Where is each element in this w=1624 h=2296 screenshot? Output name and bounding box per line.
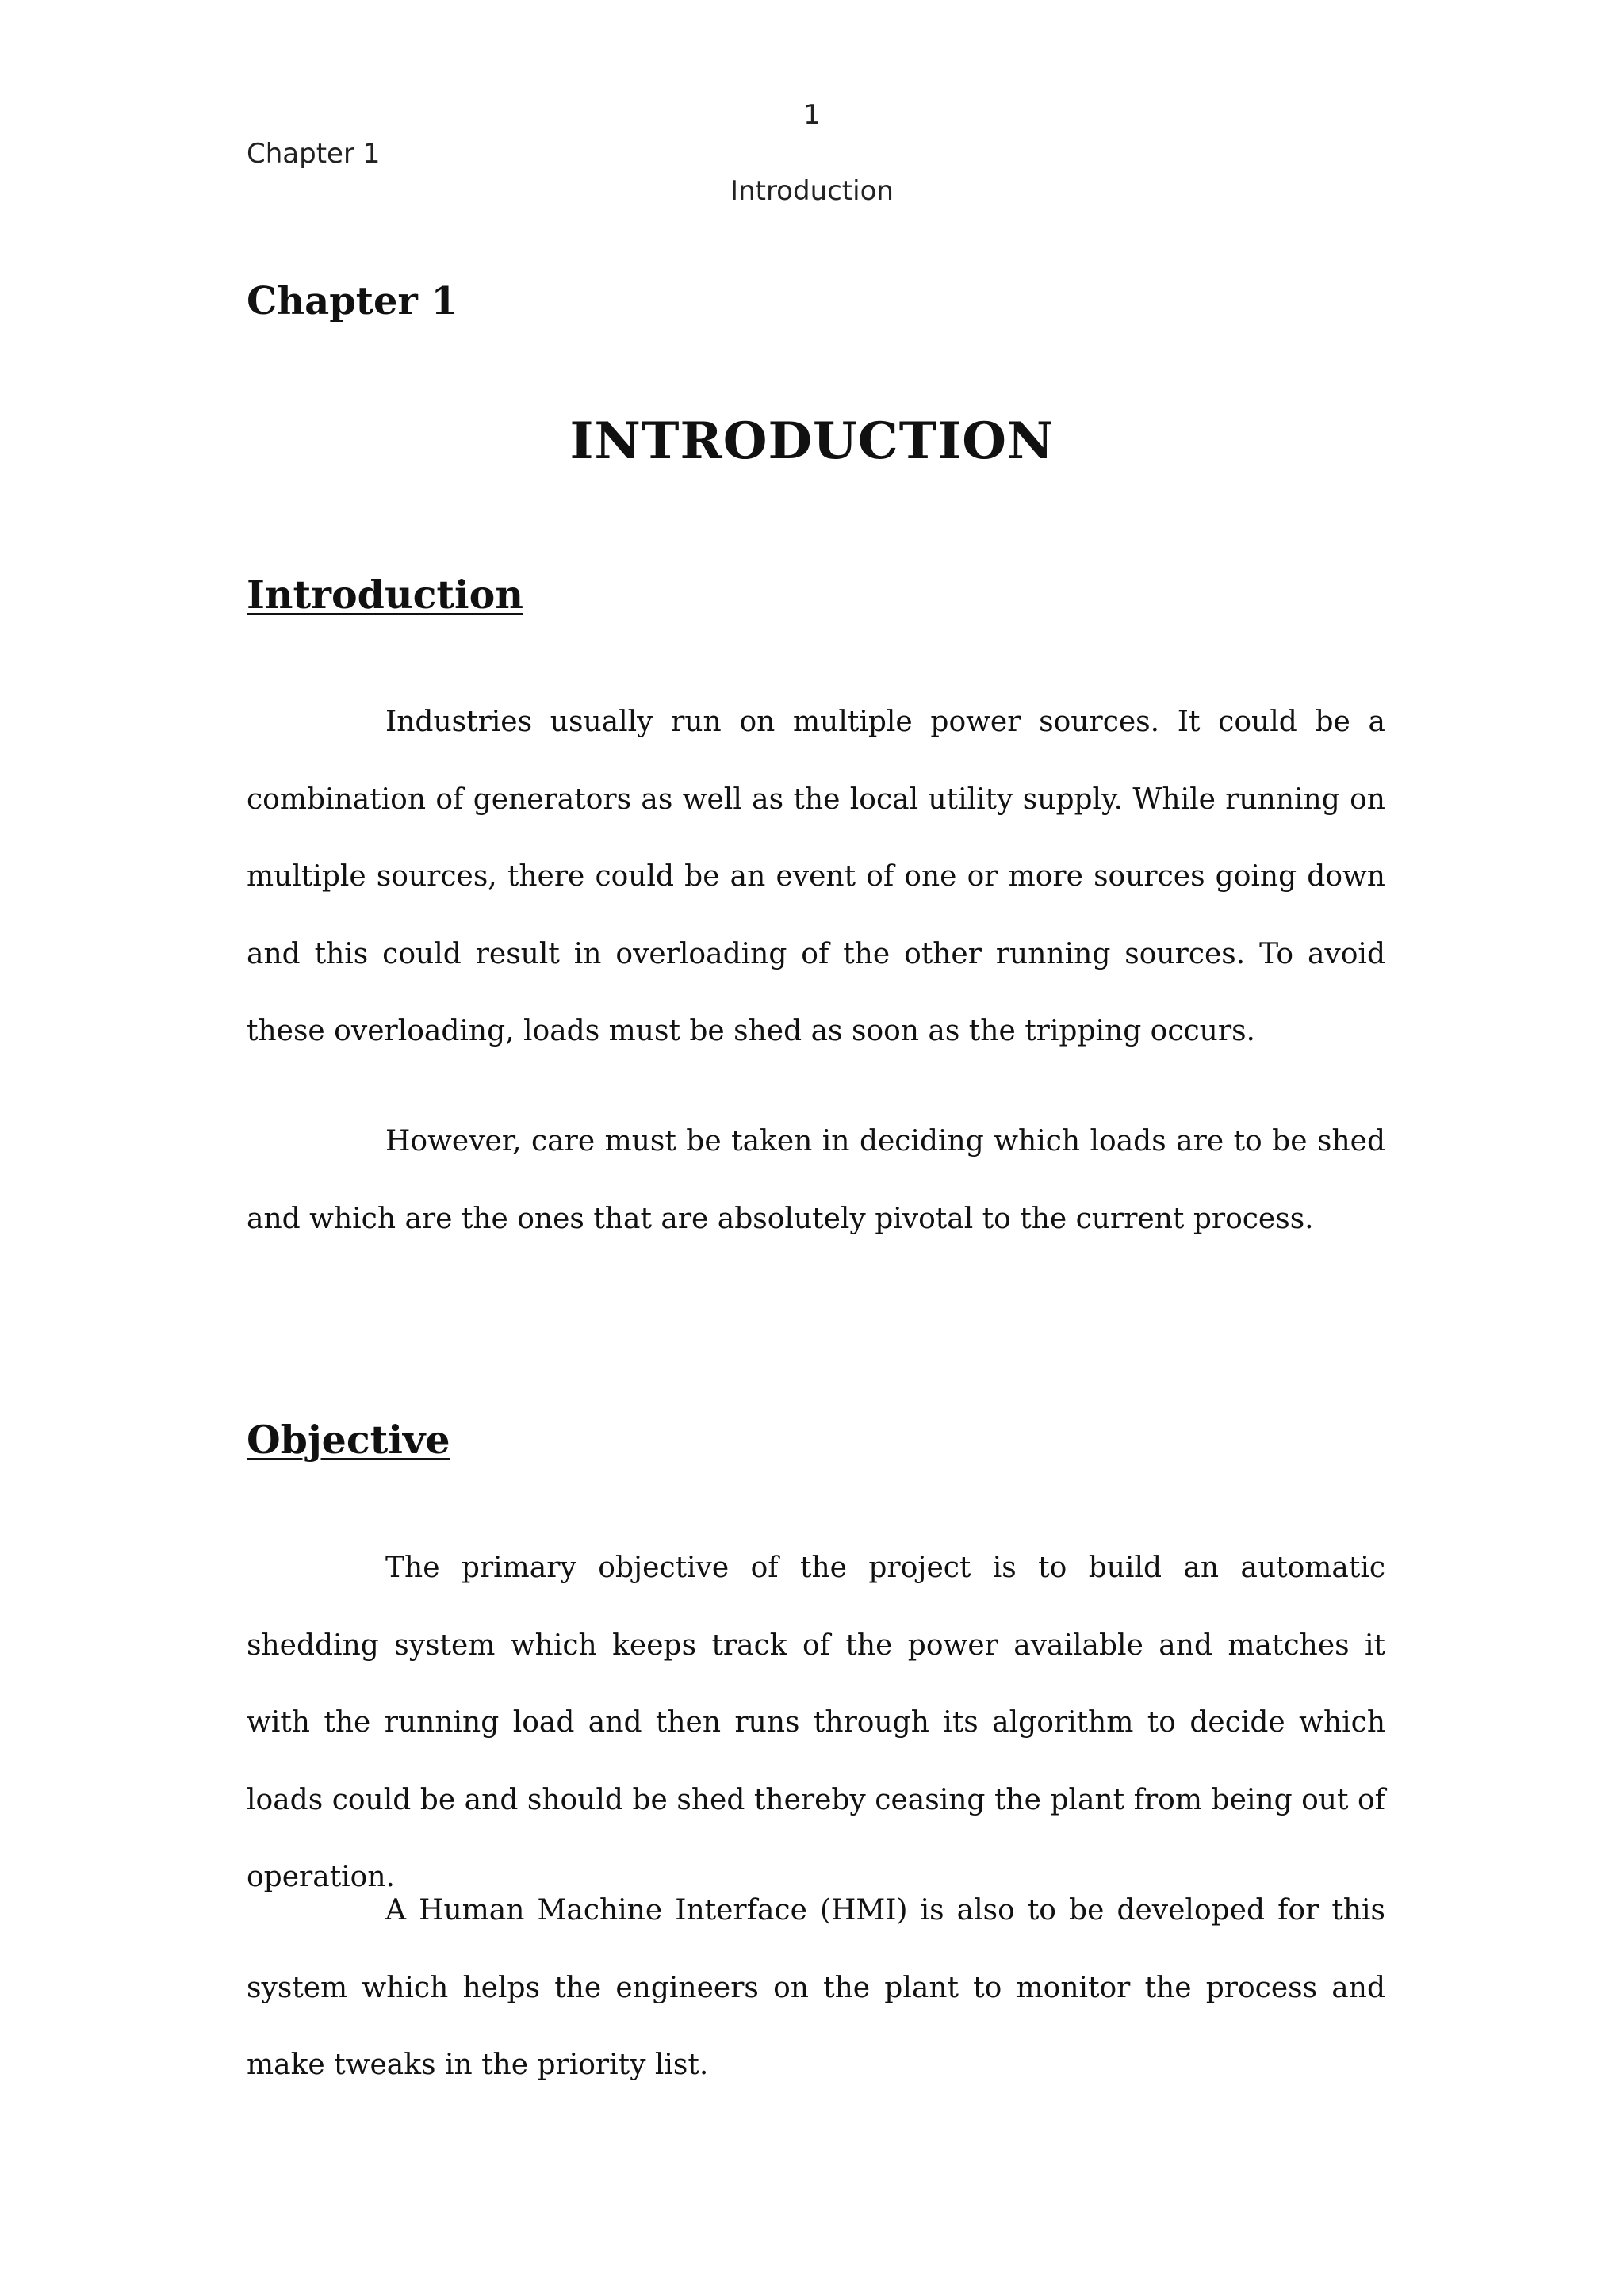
paragraph: The primary objective of the project is to build an automatic shedding system which keeps track of the power available and matches it with the running load and then runs through its algorithm to decide which loads could be and should be shed thereby ceasing the plant from being out of operation.: [247, 1552, 1385, 1893]
paragraph: However, care must be taken in deciding which loads are to be shed and which are the ones that are absolutely pivotal to the current process.: [247, 1125, 1385, 1235]
paragraph: Industries usually run on multiple power sources. It could be a combination of generators as well as the local utility supply. While running on multiple sources, there could be an event of one or more sources going down and this could result in overloading of the other running sources. To avoid these overloading, loads must be shed as soon as the tripping occurs.: [247, 706, 1385, 1047]
section-heading-introduction: Introduction: [247, 572, 523, 618]
chapter-title: INTRODUCTION: [569, 411, 1055, 471]
section-heading-objective: Objective: [247, 1417, 450, 1463]
paragraph: A Human Machine Interface (HMI) is also to be developed for this system which helps the engineers on the plant to monitor the process and make tweaks in the priority list.: [247, 1894, 1385, 2081]
page-number: 1: [803, 99, 821, 131]
running-header-section: Introduction: [730, 175, 894, 207]
running-header-chapter: Chapter 1: [247, 138, 381, 170]
chapter-label: Chapter 1: [247, 279, 458, 323]
